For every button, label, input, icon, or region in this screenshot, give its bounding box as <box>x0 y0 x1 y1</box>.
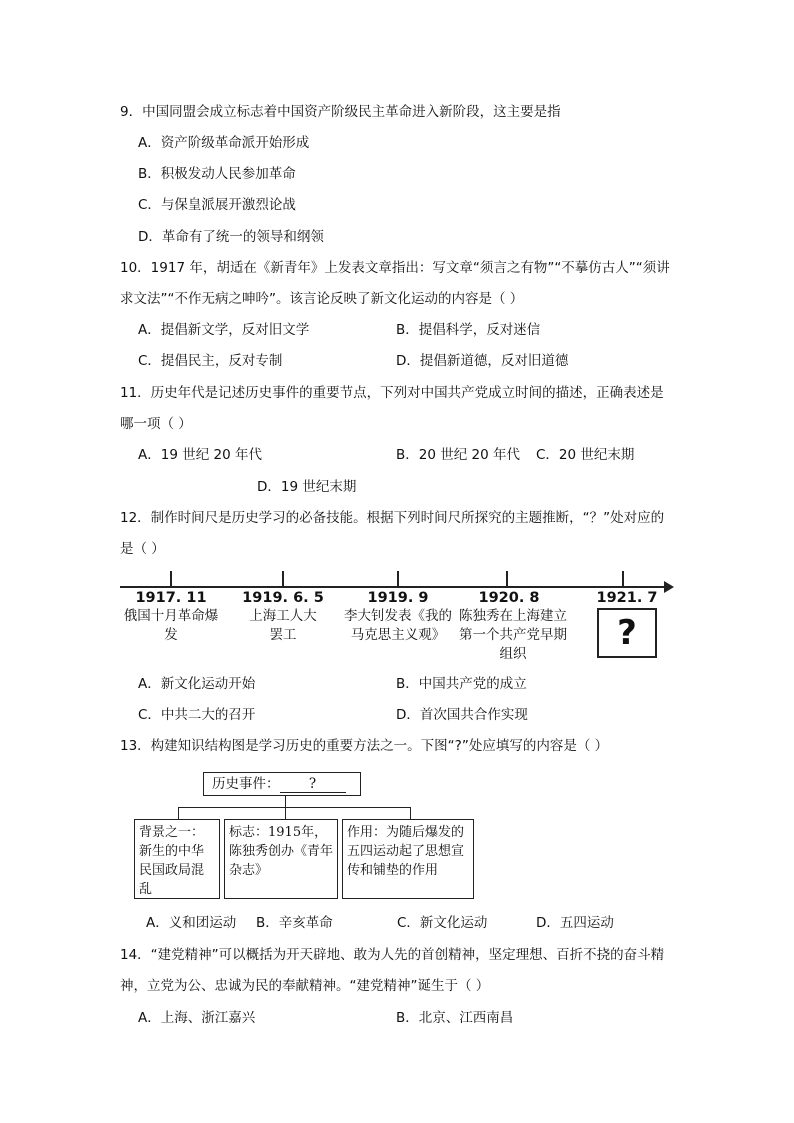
timeline-date-4: 1920. 8 <box>478 590 540 606</box>
q11-option-c: C．20 世纪末期 <box>536 447 635 463</box>
diagram-top-label: 历史事件： <box>212 776 280 792</box>
timeline-date-3: 1919. 9 <box>367 590 429 606</box>
q12-stem-line1: 12．制作时间尺是历史学习的必备技能。根据下列时间尺所探究的主题推断，“？”处对应的 <box>120 510 665 526</box>
q12-option-b: B．中国共产党的成立 <box>396 676 527 692</box>
q9-stem: 9．中国同盟会成立标志着中国资产阶级民主革命进入新阶段，这主要是指 <box>120 104 561 120</box>
q14-option-a: A．上海、浙江嘉兴 <box>138 1010 256 1026</box>
diagram-connector <box>285 796 286 807</box>
q11-stem-line2: 哪一项（ ） <box>120 416 192 432</box>
q13-stem: 13．构建知识结构图是学习历史的重要方法之一。下图“?”处应填写的内容是（ ） <box>120 738 609 754</box>
q12-option-d: D．首次国共合作实现 <box>396 707 528 723</box>
q11-stem-line1: 11．历史年代是记述历史事件的重要节点，下列对中国共产党成立时间的描述，正确表述是 <box>120 385 664 401</box>
diagram-box-marker: 标志：1915年，陈独秀创办《青年杂志》 <box>224 819 338 899</box>
timeline-tick <box>506 571 508 587</box>
diagram-top-box <box>203 772 361 796</box>
diagram-connector <box>285 807 286 819</box>
timeline-tick <box>397 571 399 587</box>
timeline-event-3: 李大钊发表《我的马克思主义观》 <box>344 608 452 643</box>
timeline-date-5: 1921. 7 <box>596 590 658 606</box>
q9-option-d: D．革命有了统一的领导和纲领 <box>138 229 324 245</box>
q12-option-a: A．新文化运动开始 <box>138 676 256 692</box>
diagram-box-background: 背景之一：新生的中华民国政局混乱 <box>134 819 220 899</box>
q13-option-c: C．新文化运动 <box>397 915 488 931</box>
diagram-connector <box>410 807 411 819</box>
timeline-tick <box>622 571 624 587</box>
q9-option-a: A．资产阶级革命派开始形成 <box>138 135 310 151</box>
timeline-event-4: 陈独秀在上海建立第一个共产党早期组织 <box>459 608 567 662</box>
timeline-date-1: 1917. 11 <box>135 590 207 606</box>
q11-option-a: A．19 世纪 20 年代 <box>138 447 262 463</box>
timeline-tick <box>282 571 284 587</box>
q12-stem-line2: 是（ ） <box>120 541 165 557</box>
q11-option-b: B．20 世纪 20 年代 <box>396 447 520 463</box>
q13-option-b: B．辛亥革命 <box>256 915 333 931</box>
q10-stem-line1: 10．1917 年，胡适在《新青年》上发表文章指出：写文章“须言之有物”“不摹仿古人”“须讲 <box>120 260 670 276</box>
timeline-axis <box>120 586 666 588</box>
q12-option-c: C．中共二大的召开 <box>138 707 256 723</box>
q14-stem-line2: 神，立党为公、忠诚为民的奉献精神。“建党精神”诞生于（ ） <box>120 978 490 994</box>
timeline-date-2: 1919. 6. 5 <box>242 590 324 606</box>
diagram-top-blank: ? <box>280 776 346 793</box>
q10-option-b: B．提倡科学，反对迷信 <box>396 322 541 338</box>
diagram-box-effect: 作用：为随后爆发的五四运动起了思想宣传和铺垫的作用 <box>342 819 474 899</box>
q9-option-b: B．积极发动人民参加革命 <box>138 166 296 182</box>
q9-option-c: C．与保皇派展开激烈论战 <box>138 197 296 213</box>
q10-option-d: D．提倡新道德，反对旧道德 <box>396 353 569 369</box>
q14-option-b: B．北京、江西南昌 <box>396 1010 514 1026</box>
q10-stem-line2: 求文法”“不作无病之呻吟”。该言论反映了新文化运动的内容是（ ） <box>120 291 524 307</box>
timeline-tick <box>170 571 172 587</box>
diagram-connector <box>178 807 410 808</box>
q10-option-a: A．提倡新文学，反对旧文学 <box>138 322 310 338</box>
timeline-question-box: ? <box>597 608 657 658</box>
timeline-event-1: 俄国十月革命爆发 <box>123 608 219 643</box>
q13-option-a: A．义和团运动 <box>146 915 237 931</box>
q14-stem-line1: 14．“建党精神”可以概括为开天辟地、敢为人先的首创精神，坚定理想、百折不挠的奋斗精 <box>120 947 665 963</box>
timeline-event-2: 上海工人大罢工 <box>249 608 317 643</box>
q10-option-c: C．提倡民主，反对专制 <box>138 353 283 369</box>
q11-option-d: D．19 世纪末期 <box>257 479 357 495</box>
q13-option-d: D．五四运动 <box>536 915 614 931</box>
diagram-connector <box>178 807 179 819</box>
